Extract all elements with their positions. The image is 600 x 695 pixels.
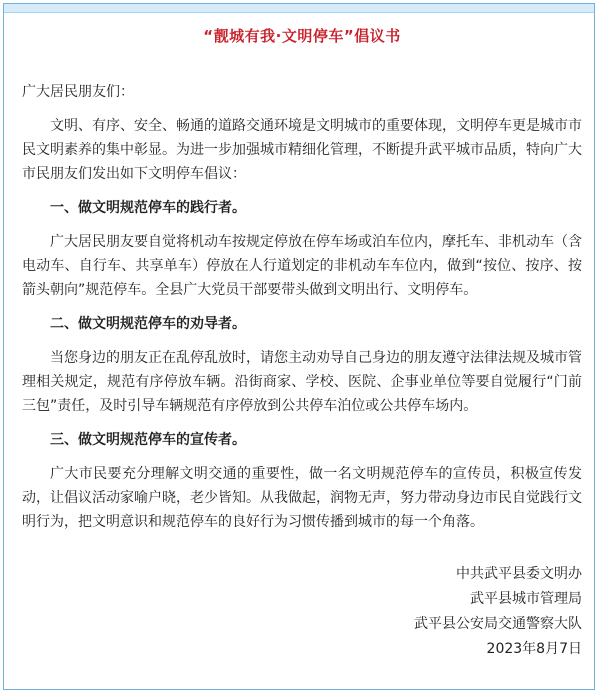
- signature-date: 2023年8月7日: [486, 641, 582, 657]
- document-title: “靓城有我·文明停车”倡议书: [203, 27, 401, 45]
- signature-block: [414, 562, 582, 662]
- intro-paragraph: 文明、有序、安全、畅通的道路交通环境是文明城市的重要体现，文明停车更是城市市民文明素养的集中彰显。为进一步加强城市精细化管理，不断提升武平城市品质，特向广大市民朋友们发出如下文明停车倡议：: [22, 118, 582, 182]
- section-body-3: 广大市民要充分理解文明交通的重要性，做一名文明规范停车的宣传员，积极宣传发动，让倡议活动家喻户晓，老少皆知。从我做起，润物无声，努力带动身边市民自觉践行文明行为，把文明意识和规范停车的良好行为习惯传播到城市的每一个角落。: [22, 466, 582, 530]
- section-heading-2: 二、做文明规范停车的劝导者。: [50, 316, 246, 332]
- document-body: [22, 24, 582, 544]
- section-heading-1: 一、做文明规范停车的践行者。: [50, 200, 246, 216]
- section-body-1: 广大居民朋友要自觉将机动车按规定停放在停车场或泊车位内，摩托车、非机动车（含电动车、自行车、共享单车）停放在人行道划定的非机动车车位内，做到“按位、按序、按箭头朝向”规范停车。全县广大党员干部要带头做到文明出行、文明停车。: [22, 234, 582, 298]
- section-body-2: 当您身边的朋友正在乱停乱放时，请您主动劝导自己身边的朋友遵守法律法规及城市管理相关规定，规范有序停放车辆。沿街商家、学校、医院、企事业单位等要自觉履行“门前三包”责任，及时引导车辆规范有序停放到公共停车泊位或公共停车场内。: [22, 350, 582, 414]
- signature-org-2: 武平县城市管理局: [470, 591, 582, 607]
- signature-org-1: 中共武平县委文明办: [456, 566, 582, 582]
- signature-org-3: 武平县公安局交通警察大队: [414, 616, 582, 632]
- section-heading-3: 三、做文明规范停车的宣传者。: [50, 432, 246, 448]
- salutation: 广大居民朋友们：: [22, 84, 134, 100]
- header-decoration-bar: [4, 4, 594, 13]
